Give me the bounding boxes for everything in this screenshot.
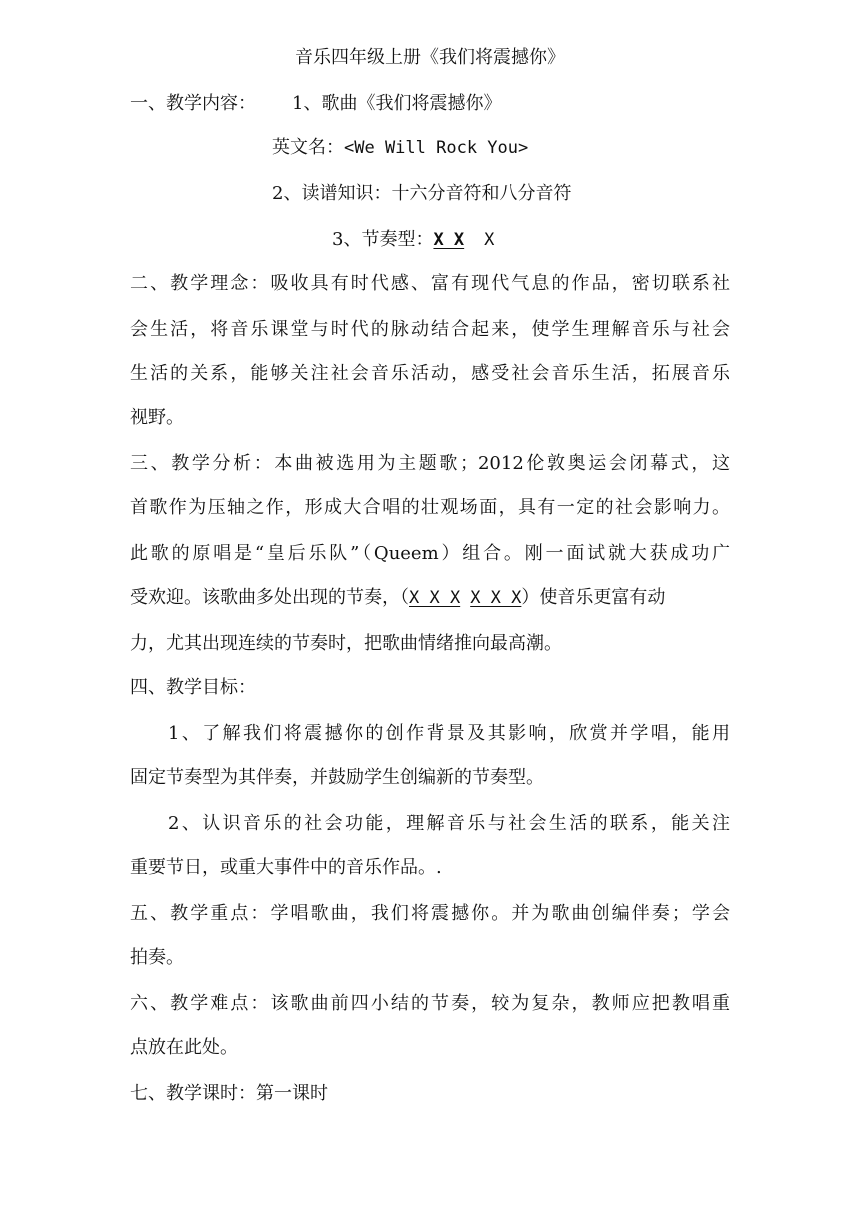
- english-name-value: <We Will Rock You>: [344, 138, 529, 158]
- philosophy-line-2: 会生活，将音乐课堂与时代的脉动结合起来，使学生理解音乐与社会: [130, 319, 730, 340]
- difficulties-line-1: 六、教学难点：该歌曲前四小结的节奏，较为复杂，教师应把教唱重: [130, 993, 730, 1014]
- rhythm-type-label: 3、节奏型：: [332, 229, 434, 250]
- analysis-rhythm-1: X X X: [409, 588, 461, 608]
- analysis-line-2: 首歌作为压轴之作，形成大合唱的壮观场面，具有一定的社会影响力。: [130, 497, 730, 518]
- content-item-2: 2、读谱知识：十六分音符和八分音符: [272, 183, 572, 204]
- philosophy-line-4: 视野。: [130, 407, 184, 428]
- difficulties-line-2: 点放在此处。: [130, 1037, 238, 1058]
- goals-heading: 四、教学目标：: [130, 677, 256, 698]
- english-name-label: 英文名：: [272, 137, 344, 158]
- analysis-line-1: 三、教学分析：本曲被选用为主题歌；2012伦敦奥运会闭幕式，这: [130, 453, 730, 474]
- english-name: [272, 136, 528, 160]
- analysis-line-4-after: ）使音乐更富有动: [521, 587, 666, 608]
- analysis-line-4: [130, 586, 665, 610]
- document-title: 音乐四年级上册《我们将震撼你》: [295, 47, 565, 68]
- teaching-period: 七、教学课时：第一课时: [130, 1083, 328, 1104]
- philosophy-line-1: 二、教学理念：吸收具有时代感、富有现代气息的作品，密切联系社: [130, 273, 730, 294]
- content-item-3: [332, 228, 494, 252]
- philosophy-line-3: 生活的关系，能够关注社会音乐活动，感受社会音乐生活，拓展音乐: [130, 363, 730, 384]
- key-points-line-1: 五、教学重点：学唱歌曲，我们将震撼你。并为歌曲创编伴奏；学会: [130, 903, 730, 924]
- analysis-line-4-before: 受欢迎。该歌曲多处出现的节奏，（: [130, 587, 409, 608]
- goal-1-line-2: 固定节奏型为其伴奏，并鼓励学生创编新的节奏型。: [130, 767, 544, 788]
- analysis-line-5: 力，尤其出现连续的节奏时，把歌曲情绪推向最高潮。: [130, 633, 562, 654]
- content-item-1: 1、歌曲《我们将震撼你》: [292, 93, 502, 114]
- rhythm-notes-underlined: X X: [433, 230, 465, 250]
- goal-2-line-2: 重要节日，或重大事件中的音乐作品。.: [130, 857, 442, 878]
- goal-1-line-1: 1、了解我们将震撼你的创作背景及其影响，欣赏并学唱，能用: [168, 723, 730, 744]
- key-points-line-2: 拍奏。: [130, 947, 184, 968]
- rhythm-note-plain: X: [484, 230, 495, 250]
- analysis-rhythm-2: X X X: [470, 588, 522, 608]
- analysis-line-3: 此歌的原唱是“皇后乐队”（Queem）组合。刚一面试就大获成功广: [130, 543, 730, 564]
- content-heading: 一、教学内容：: [130, 93, 256, 114]
- goal-2-line-1: 2、认识音乐的社会功能，理解音乐与社会生活的联系，能关注: [168, 813, 730, 834]
